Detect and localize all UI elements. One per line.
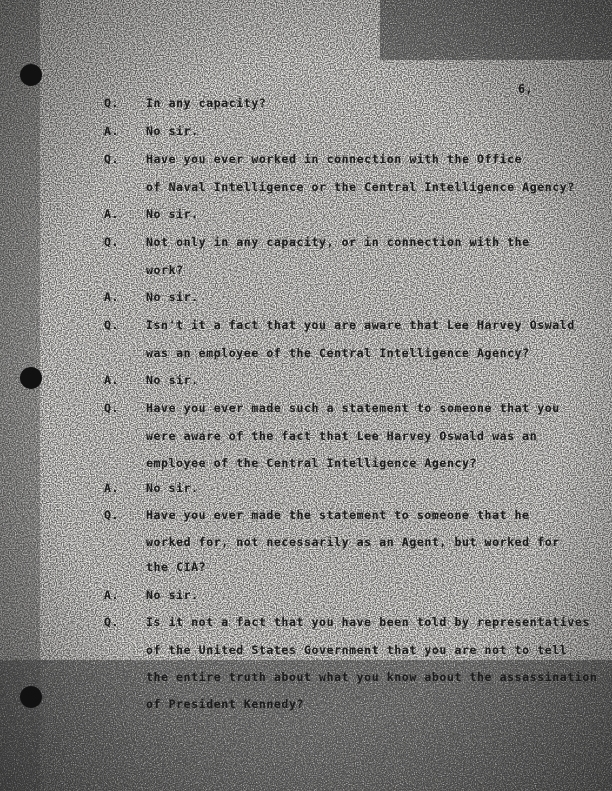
line-text: employee of the Central Intelligence Agency? [146, 456, 478, 470]
line-label: A. [104, 588, 120, 602]
line-text: the CIA? [146, 560, 207, 574]
line-text: of Naval Intelligence or the Central Intelligence Agency? [146, 180, 575, 194]
line-label: Q. [104, 318, 120, 332]
line-label: A. [104, 290, 120, 304]
line-label: Q. [104, 235, 120, 249]
line-label: Q. [104, 401, 120, 415]
line-text: No sir. [146, 207, 199, 221]
line-label: A. [104, 207, 120, 221]
line-text: of President Kennedy? [146, 697, 304, 711]
line-text: of the United States Government that you are not to tell [146, 643, 568, 657]
line-label: Q. [104, 96, 120, 110]
binder-hole-top [20, 64, 42, 86]
line-text: No sir. [146, 481, 199, 495]
line-label: Q. [104, 152, 120, 166]
binder-hole-middle [20, 367, 42, 389]
line-text: No sir. [146, 290, 199, 304]
line-label: A. [104, 373, 120, 387]
line-label: A. [104, 481, 120, 495]
line-text: worked for, not necessarily as an Agent, but worked for [146, 535, 560, 549]
line-text: the entire truth about what you know about the assassination [146, 670, 598, 684]
line-text: Not only in any capacity, or in connection with the [146, 235, 530, 249]
line-text: No sir. [146, 124, 199, 138]
line-text: Isn't it a fact that you are aware that Lee Harvey Oswald [146, 318, 575, 332]
line-text: was an employee of the Central Intelligence Agency? [146, 346, 530, 360]
line-label: Q. [104, 508, 120, 522]
line-text: Is it not a fact that you have been told by representatives [146, 615, 590, 629]
line-label: A. [104, 124, 120, 138]
line-label: Q. [104, 615, 120, 629]
line-text: Have you ever worked in connection with the Office [146, 152, 523, 166]
line-text: No sir. [146, 373, 199, 387]
line-text: Have you ever made such a statement to someone that you [146, 401, 560, 415]
binder-hole-bottom [20, 686, 42, 708]
line-text: work? [146, 263, 184, 277]
page-number: 6, [518, 82, 533, 96]
line-text: In any capacity? [146, 96, 267, 110]
line-text: No sir. [146, 588, 199, 602]
line-text: were aware of the fact that Lee Harvey Oswald was an [146, 429, 538, 443]
line-text: Have you ever made the statement to someone that he [146, 508, 530, 522]
